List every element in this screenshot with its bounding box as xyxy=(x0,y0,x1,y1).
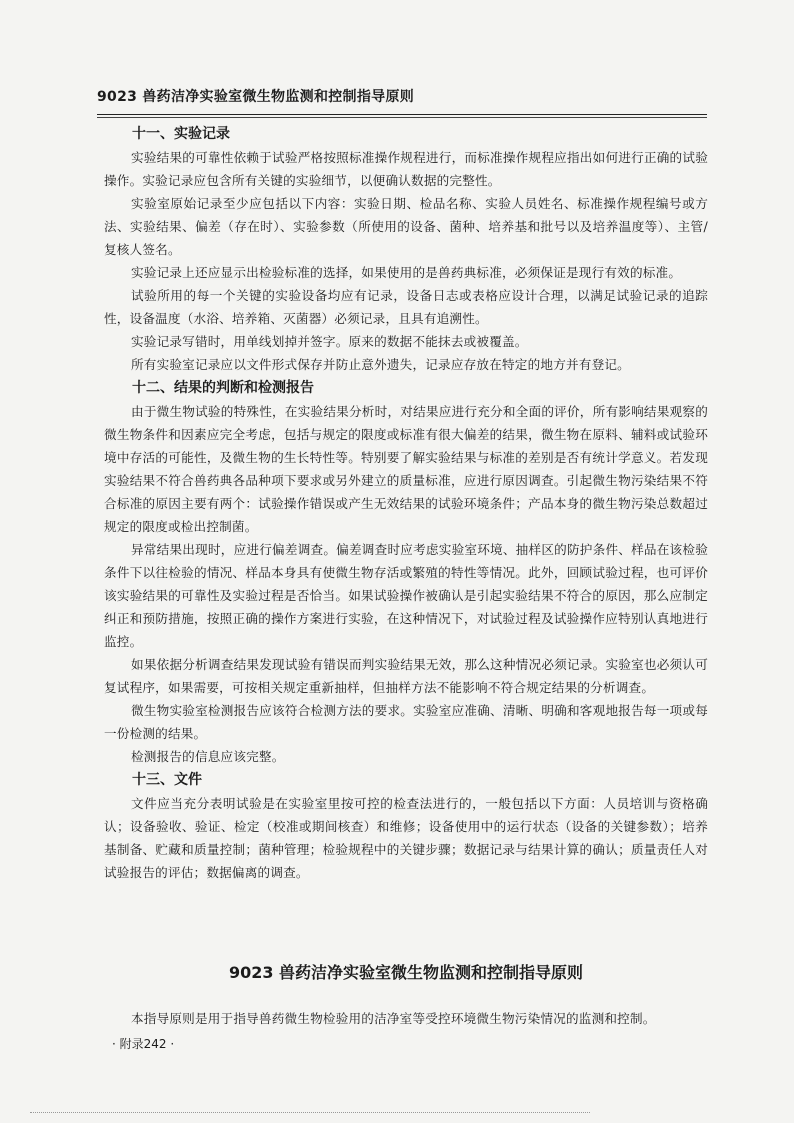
running-header xyxy=(97,86,707,118)
paragraph: 如果依据分析调查结果发现试验有错误而判实验结果无效，那么这种情况必须记录。实验室也必须认可复试程序，如果需要，可按相关规定重新抽样，但抽样方法不能影响不符合规定结果的分析调查。 xyxy=(104,657,708,695)
header-rule-thin xyxy=(97,117,707,118)
paragraph: 检测报告的信息应该完整。 xyxy=(131,749,285,764)
paragraph: 异常结果出现时，应进行偏差调查。偏差调查时应考虑实验室环境、抽样区的防护条件、样品在该检验条件下以往检验的情况、样品本身具有使微生物存活或繁殖的特性等情况。此外，回顾试验过程，也可评价该实验结果的可靠性及实验过程是否恰当。如果试验操作被确认是引起实验结果不符合的原因，那么应制定纠正和预防措施，按照正确的操作方案进行实验，在这种情况下，对试验过程及试验操作应特别认真地进行监控。 xyxy=(104,542,708,649)
document-title: 9023 兽药洁净实验室微生物监测和控制指导原则 xyxy=(228,963,584,982)
section-heading-12: 十二、结果的判断和检测报告 xyxy=(132,380,314,396)
section-heading-13: 十三、文件 xyxy=(132,772,202,788)
header-rule xyxy=(97,114,707,115)
paragraph: 实验结果的可靠性依赖于试验严格按照标准操作规程进行，而标准操作规程应指出如何进行正确的试验操作。实验记录应包含所有关键的实验细节，以便确认数据的完整性。 xyxy=(104,150,708,188)
running-header-title: 9023 兽药洁净实验室微生物监测和控制指导原则 xyxy=(97,89,415,105)
paragraph: 所有实验室记录应以文件形式保存并防止意外遗失，记录应存放在特定的地方并有登记。 xyxy=(131,357,630,372)
paragraph: 实验记录写错时，用单线划掉并签字。原来的数据不能抹去或被覆盖。 xyxy=(131,334,528,349)
intro-paragraph: 本指导原则是用于指导兽药微生物检验用的洁净室等受控环境微生物污染情况的监测和控制。 xyxy=(131,1011,656,1026)
paragraph: 微生物实验室检测报告应该符合检测方法的要求。实验室应准确、清晰、明确和客观地报告每一项或每一份检测的结果。 xyxy=(104,703,708,741)
section-heading-11: 十一、实验记录 xyxy=(132,126,230,142)
paragraph: 由于微生物试验的特殊性，在实验结果分析时，对结果应进行充分和全面的评价，所有影响结果观察的微生物条件和因素应完全考虑，包括与规定的限度或标准有很大偏差的结果，微生物在原料、辅料或试验环境中存活的可能性，及微生物的生长特性等。特别要了解实验结果与标准的差别是否有统计学意义。若发现实验结果不符合兽药典各品种项下要求或另外建立的质量标准，应进行原因调查。引起微生物污染结果不符合标准的原因主要有两个：试验操作错误或产生无效结果的试验环境条件；产品本身的微生物污染总数超过规定的限度或检出控制菌。 xyxy=(104,404,708,534)
paragraph: 试验所用的每一个关键的实验设备均应有记录，设备日志或表格应设计合理，以满足试验记录的追踪性，设备温度（水浴、培养箱、灭菌器）必须记录，且具有追溯性。 xyxy=(104,288,708,326)
paragraph: 文件应当充分表明试验是在实验室里按可控的检查法进行的，一般包括以下方面：人员培训与资格确认；设备验收、验证、检定（校准或期间核查）和维修；设备使用中的运行状态（设备的关键参数）；培养基制备、贮藏和质量控制；菌种管理；检验规程中的关键步骤；数据记录与结果计算的确认；质量责任人对试验报告的评估；数据偏离的调查。 xyxy=(104,796,708,880)
paragraph: 实验室原始记录至少应包括以下内容：实验日期、检品名称、实验人员姓名、标准操作规程编号或方法、实验结果、偏差（存在时）、实验参数（所使用的设备、菌种、培养基和批号以及培养温度等）、主管/复核人签名。 xyxy=(104,196,708,257)
scan-edge-divider xyxy=(30,1112,590,1113)
main-content xyxy=(104,122,708,884)
paragraph: 实验记录上还应显示出检验标准的选择，如果使用的是兽药典标准，必须保证是现行有效的标准。 xyxy=(131,265,682,280)
page-number: · 附录242 · xyxy=(112,1037,175,1051)
